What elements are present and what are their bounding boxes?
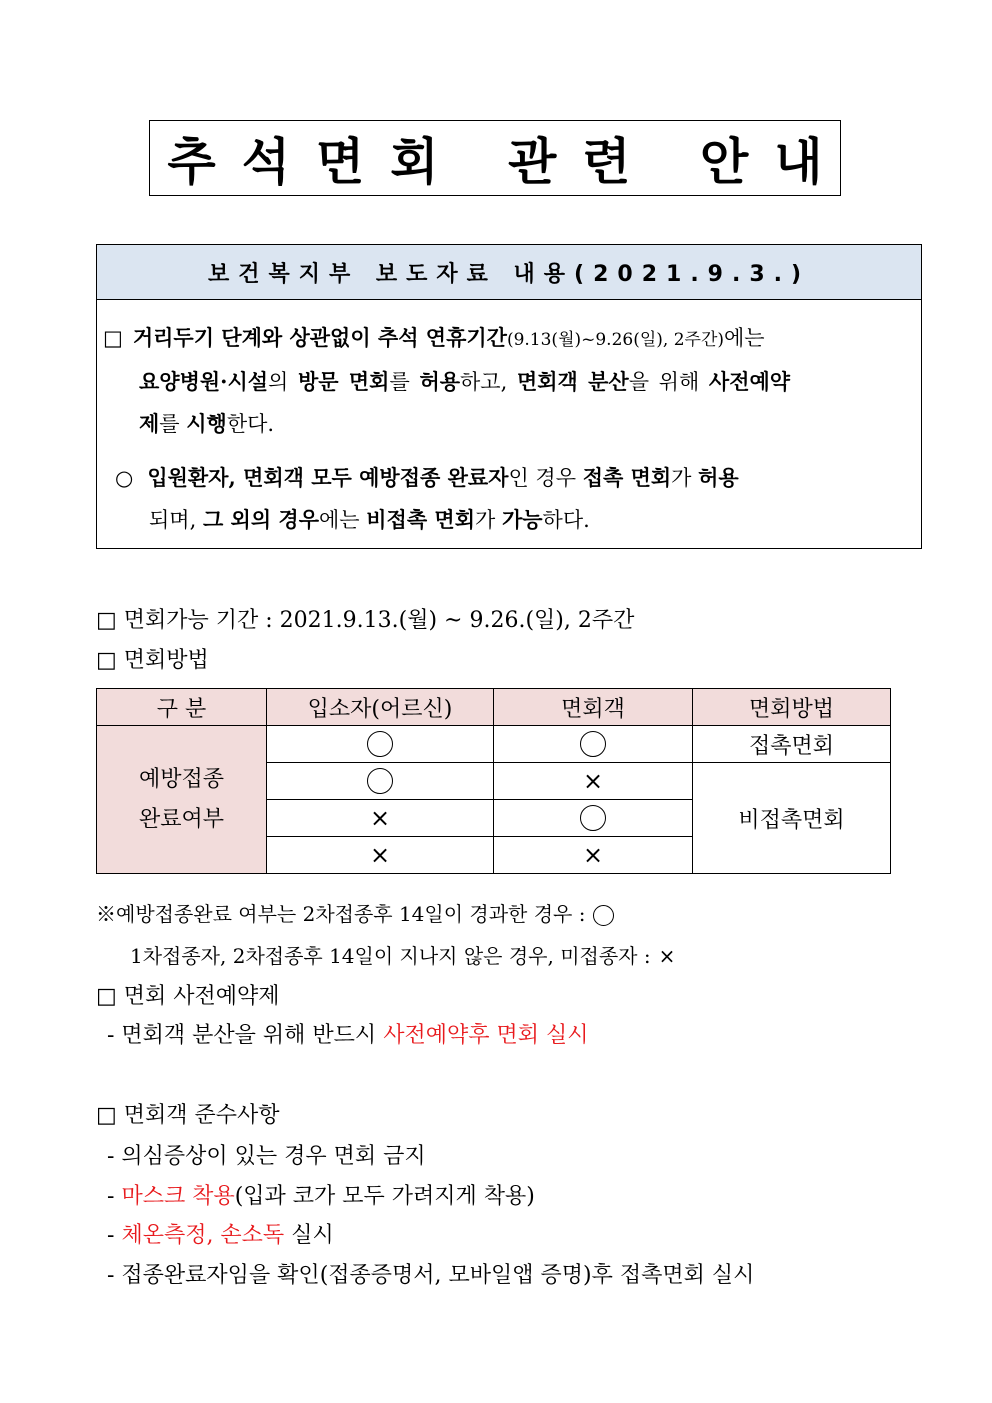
note-line: 1차접종자, 2차접종후 14일이 지나지 않은 경우, 미접종자 : bbox=[130, 944, 651, 968]
vaccination-note bbox=[96, 898, 614, 927]
text-bold: 허용 bbox=[419, 369, 461, 394]
vaccination-status-label bbox=[97, 726, 267, 874]
circle-mark-icon bbox=[593, 905, 614, 926]
label-line: 예방접종 bbox=[138, 766, 224, 792]
text-bold: 그 외의 경우 bbox=[202, 507, 319, 532]
vaccination-note bbox=[130, 940, 675, 969]
text-bold: 방문 면회 bbox=[298, 369, 390, 394]
text: - bbox=[107, 1184, 122, 1209]
text-red: 체온측정, 손소독 bbox=[121, 1223, 285, 1248]
text-bold: 요양병원·시설 bbox=[139, 369, 269, 394]
table-cell bbox=[494, 726, 693, 763]
press-release-box bbox=[96, 244, 922, 549]
text: 가 bbox=[671, 466, 699, 490]
text-bold: 접촉 면회 bbox=[582, 465, 672, 490]
text: 한다. bbox=[226, 412, 275, 436]
press-line bbox=[103, 457, 918, 499]
text: 를 bbox=[159, 412, 187, 436]
x-mark-icon: × bbox=[369, 841, 391, 869]
table-cell bbox=[267, 726, 494, 763]
text-bold: 시행 bbox=[186, 411, 227, 436]
rule-item bbox=[107, 1218, 334, 1249]
rule-item: - 의심증상이 있는 경우 면회 금지 bbox=[107, 1144, 426, 1169]
circle-mark-icon bbox=[367, 731, 393, 757]
text-bold: 비접촉 면회 bbox=[366, 507, 475, 532]
text-bold: 면회객 분산 bbox=[516, 369, 629, 394]
table-cell bbox=[494, 763, 693, 800]
text-red: 마스크 착용 bbox=[121, 1184, 235, 1209]
text: 에는 bbox=[724, 326, 765, 350]
rule-item bbox=[107, 1179, 535, 1210]
table-cell: 접촉면회 bbox=[693, 726, 891, 763]
table-header: 면회방법 bbox=[693, 689, 891, 726]
press-release-header: 보건복지부 보도자료 내용(2021.9.3.) bbox=[97, 245, 921, 300]
text: 가 bbox=[475, 508, 502, 532]
text: 되며, bbox=[149, 508, 203, 532]
visit-method-table bbox=[96, 688, 891, 874]
table-header: 면회객 bbox=[494, 689, 693, 726]
table-cell bbox=[494, 800, 693, 837]
table-cell bbox=[267, 800, 494, 837]
press-line bbox=[103, 499, 918, 541]
text: 하고, bbox=[460, 370, 517, 394]
text: 을 위해 bbox=[628, 370, 709, 394]
table-cell bbox=[494, 837, 693, 874]
text-small: (9.13(월)~9.26(일), 2주간) bbox=[506, 330, 725, 350]
text: 에는 bbox=[319, 508, 367, 532]
x-mark-icon: × bbox=[369, 804, 391, 832]
text: - 면회객 분산을 위해 반드시 bbox=[107, 1023, 384, 1048]
circle-mark-icon bbox=[580, 805, 606, 831]
press-line bbox=[103, 403, 918, 445]
text: 실시 bbox=[284, 1223, 334, 1248]
circle-mark-icon bbox=[580, 731, 606, 757]
table-cell bbox=[267, 837, 494, 874]
text: (입과 코가 모두 가려지게 착용) bbox=[234, 1184, 535, 1209]
text-bold: 가능 bbox=[501, 507, 543, 532]
circle-mark-icon bbox=[367, 768, 393, 794]
rules-heading: □ 면회객 준수사항 bbox=[96, 1103, 280, 1128]
visit-method-heading: □ 면회방법 bbox=[96, 648, 209, 673]
text: 를 bbox=[389, 370, 420, 394]
text-bold: 제 bbox=[139, 411, 160, 436]
reservation-heading: □ 면회 사전예약제 bbox=[96, 984, 280, 1009]
table-header: 입소자(어르신) bbox=[267, 689, 494, 726]
press-line bbox=[103, 317, 918, 361]
square-bullet-icon: □ bbox=[103, 326, 123, 350]
circle-bullet-icon: ○ bbox=[115, 466, 134, 490]
text-red: 사전예약후 면회 실시 bbox=[383, 1023, 589, 1048]
text-bold: 거리두기 단계와 상관없이 추석 연휴기간 bbox=[132, 325, 507, 350]
press-paragraph-1 bbox=[103, 317, 918, 445]
text-bold: 사전예약 bbox=[708, 369, 791, 394]
text: 인 경우 bbox=[508, 466, 583, 490]
label-line: 완료여부 bbox=[138, 806, 224, 832]
x-mark-icon: × bbox=[582, 767, 604, 795]
x-mark-icon: × bbox=[658, 944, 676, 968]
press-line bbox=[103, 361, 918, 403]
table-cell bbox=[267, 763, 494, 800]
text-bold: 입원환자, 면회객 모두 예방접종 완료자 bbox=[147, 465, 509, 490]
press-paragraph-2 bbox=[103, 457, 918, 541]
note-line: ※예방접종완료 여부는 2차접종후 14일이 경과한 경우 : bbox=[96, 902, 586, 926]
table-header: 구 분 bbox=[97, 689, 267, 726]
x-mark-icon: × bbox=[582, 841, 604, 869]
text: 하다. bbox=[542, 508, 590, 532]
text: 의 bbox=[268, 370, 298, 394]
table-cell: 비접촉면회 bbox=[693, 763, 891, 874]
rule-item: - 접종완료자임을 확인(접종증명서, 모바일앱 증명)후 접촉면회 실시 bbox=[107, 1263, 755, 1288]
visit-period: □ 면회가능 기간 : 2021.9.13.(월) ~ 9.26.(일), 2주간 bbox=[96, 608, 635, 633]
text: - bbox=[107, 1223, 122, 1248]
reservation-line bbox=[107, 1018, 588, 1049]
page-title: 추석면회 관련 안내 bbox=[149, 120, 841, 196]
text-bold: 허용 bbox=[698, 465, 739, 490]
